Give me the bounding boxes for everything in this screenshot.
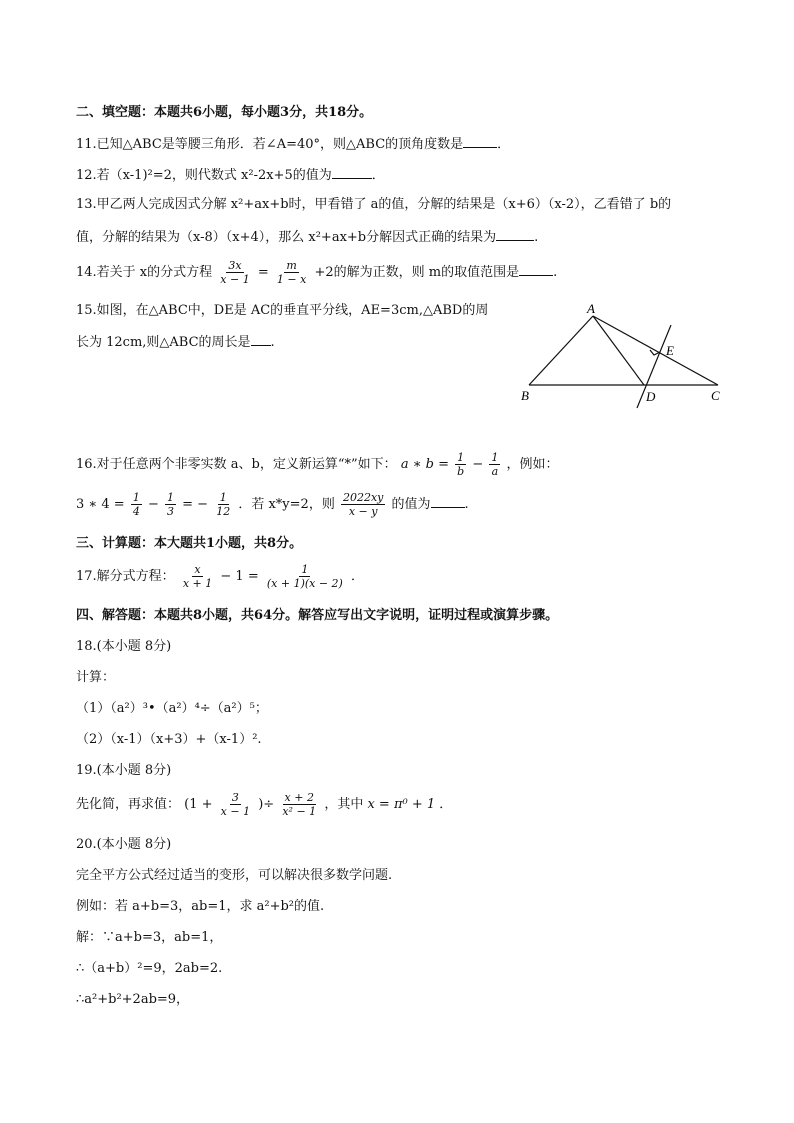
section-2-heading: 二、填空题：本题共6小题，每小题3分，共18分。 bbox=[76, 105, 373, 120]
q15-end: . bbox=[270, 335, 275, 350]
q15-answer-blank[interactable] bbox=[251, 332, 271, 346]
q19-fraction-1: $\frac{3}{x - 1}$ bbox=[220, 791, 251, 818]
q19-div: )÷ bbox=[258, 797, 275, 812]
question-20-line4: ∴（a+b）²=9，2ab=2. bbox=[76, 961, 223, 976]
question-12 bbox=[76, 165, 385, 185]
q13-end: . bbox=[534, 230, 539, 245]
q17-mid: − 1 = bbox=[220, 569, 259, 584]
triangle-figure bbox=[515, 300, 730, 410]
label-c: C bbox=[711, 388, 720, 403]
q16-def-minus: − bbox=[472, 457, 484, 472]
question-20-line2: 例如：若 a+b=3，ab=1，求 a²+b²的值. bbox=[76, 899, 325, 914]
segment-ac bbox=[593, 316, 718, 385]
section-3-heading: 三、计算题：本大题共1小题，共8分。 bbox=[76, 536, 303, 551]
q16-ex-frac3: $\frac{1}{12}$ bbox=[216, 491, 231, 518]
q11-text: 11.已知△ABC是等腰三角形．若∠A=40°，则△ABC的顶角度数是 bbox=[76, 137, 464, 152]
section-4-heading: 四、解答题：本题共8小题，共64分。解答应写出文字说明，证明过程或演算步骤。 bbox=[76, 608, 559, 623]
q14-pre: 14.若关于 x的分式方程 bbox=[76, 265, 213, 280]
q17-fraction-right: $\frac{1}{(x + 1)(x - 2)}$ bbox=[266, 563, 343, 590]
question-18-part1: （1）（a²）³•（a²）⁴÷（a²）⁵； bbox=[76, 701, 268, 716]
question-20-title: 20.(本小题 8分) bbox=[76, 837, 172, 852]
q16-def-frac2: $\frac{1}{a}$ bbox=[491, 451, 499, 478]
label-b: B bbox=[521, 388, 529, 403]
q13-answer-blank[interactable] bbox=[496, 227, 534, 241]
question-16-line2 bbox=[76, 490, 469, 520]
q16-fraction: $\frac{2022xy}{x - y}$ bbox=[342, 491, 384, 518]
question-11 bbox=[76, 134, 510, 154]
segment-ad bbox=[593, 316, 644, 385]
question-18-title: 18.(本小题 8分) bbox=[76, 639, 172, 654]
q16-post: 的值为 bbox=[391, 497, 431, 512]
q19-fraction-2: $\frac{x + 2}{\text{x² − 1}}$ bbox=[282, 791, 317, 818]
label-d: D bbox=[646, 389, 656, 404]
question-16-line1 bbox=[76, 450, 559, 480]
question-18-intro: 计算： bbox=[76, 670, 116, 685]
q17-end: ． bbox=[351, 569, 365, 584]
q16-mid: ．若 x*y=2，则 bbox=[238, 497, 335, 512]
question-20-line3: 解：∵a+b=3，ab=1， bbox=[76, 930, 223, 945]
label-a: A bbox=[587, 301, 595, 316]
question-19-title: 19.(本小题 8分) bbox=[76, 763, 172, 778]
question-15-line1: 15.如图，在△ABC中，DE是 AC的垂直平分线，AE=3cm,△ABD的周 bbox=[76, 303, 489, 318]
q16-example: ，例如： bbox=[506, 457, 559, 472]
q13-text: 值，分解的结果为（x-8）（x+4），那么 x²+ax+b分解因式正确的结果为 bbox=[76, 230, 497, 245]
question-20-line5: ∴a²+b²+2ab=9， bbox=[76, 992, 190, 1007]
q16-ex-minus: − bbox=[147, 497, 159, 512]
q12-end: ． bbox=[371, 168, 385, 183]
q16-def-lhs: a ∗ b = bbox=[400, 457, 450, 472]
question-19-body bbox=[76, 790, 452, 820]
q16-answer-blank[interactable] bbox=[431, 494, 465, 508]
q19-open: (1 + bbox=[184, 797, 213, 812]
q11-end: ． bbox=[497, 137, 511, 152]
segment-ab bbox=[529, 316, 593, 385]
q17-fraction-left: $\frac{x}{x + 1}$ bbox=[182, 563, 213, 590]
q19-post: ，其中 bbox=[324, 797, 364, 812]
label-e: E bbox=[666, 343, 674, 358]
q12-text: 12.若（x-1)²=2，则代数式 x²-2x+5的值为 bbox=[76, 168, 332, 183]
question-14 bbox=[76, 258, 557, 288]
q16-ex-frac1: $\frac{1}{4}$ bbox=[132, 491, 140, 518]
q16-def-frac1: $\frac{1}{b}$ bbox=[457, 451, 465, 478]
q17-pre: 17.解分式方程： bbox=[76, 569, 175, 584]
question-20-line1: 完全平方公式经过适当的变形，可以解决很多数学问题. bbox=[76, 868, 393, 883]
question-15-line2 bbox=[76, 332, 275, 352]
q11-answer-blank[interactable] bbox=[463, 134, 497, 148]
q15-text: 长为 12cm,则△ABC的周长是 bbox=[76, 335, 251, 350]
q14-end: . bbox=[553, 265, 558, 280]
question-18-part2: （2）（x-1）（x+3）+（x-1）². bbox=[76, 732, 262, 747]
q16-ex-eq: = − bbox=[182, 497, 209, 512]
q19-pre: 先化简，再求值： bbox=[76, 797, 181, 812]
q16-ex-lhs: 3 ∗ 4 = bbox=[76, 497, 125, 512]
question-17 bbox=[76, 562, 364, 592]
q14-equals: = bbox=[257, 265, 269, 280]
q16-end: . bbox=[464, 497, 469, 512]
q19-condition: x = π⁰ + 1 bbox=[367, 797, 436, 812]
q14-post: +2的解为正数，则 m的取值范围是 bbox=[314, 265, 520, 280]
q16-pre: 16.对于任意两个非零实数 a、b，定义新运算“*”如下： bbox=[76, 457, 397, 472]
q16-ex-frac2: $\frac{1}{3}$ bbox=[167, 491, 174, 518]
q14-fraction-right: $\frac{m}{1 - x}$ bbox=[276, 259, 307, 286]
q14-fraction-left: $\frac{3x}{x - 1}$ bbox=[220, 259, 250, 286]
question-13-line1: 13.甲乙两人完成因式分解 x²+ax+b时，甲看错了 a的值，分解的结果是（x+6）（x-2），乙看错了 b的 bbox=[76, 197, 672, 212]
question-13-line2 bbox=[76, 227, 538, 247]
q19-end: ． bbox=[439, 797, 453, 812]
q12-answer-blank[interactable] bbox=[332, 165, 372, 179]
q14-answer-blank[interactable] bbox=[519, 262, 553, 276]
